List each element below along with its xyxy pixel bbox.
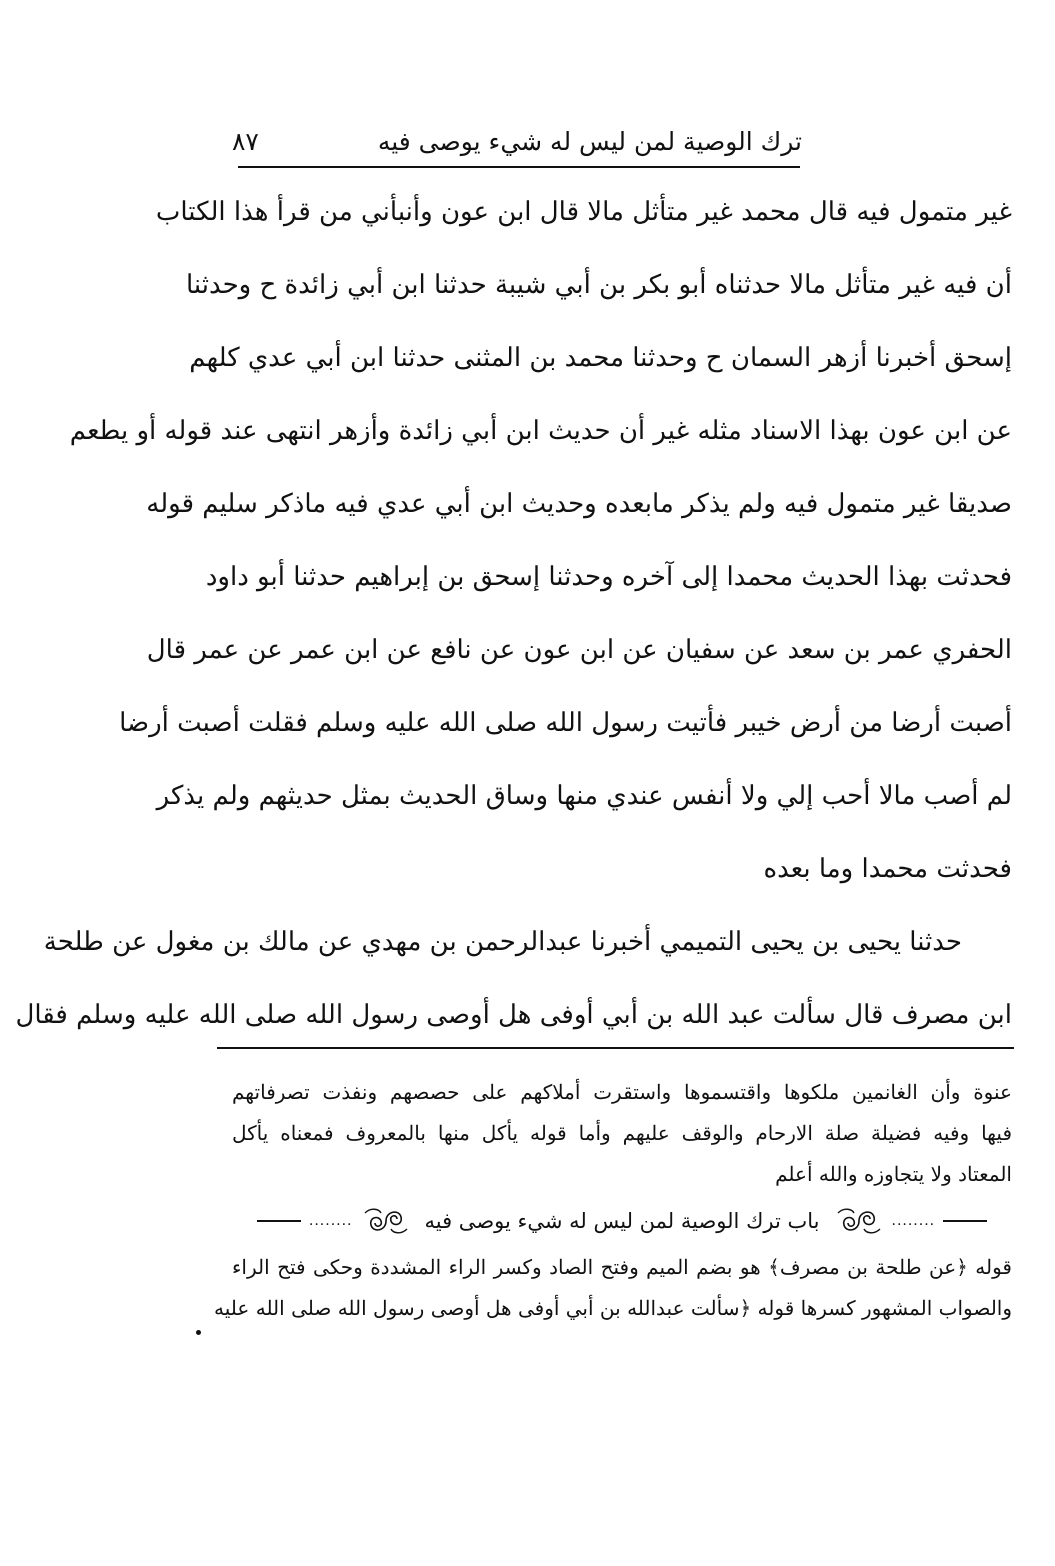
hadith-line: غير متمول فيه قال محمد غير متأثل مالا قال ابن عون وأنبأني من قرأ هذا الكتاب xyxy=(155,197,1012,227)
heading-dots: ........ xyxy=(891,1213,936,1229)
commentary-line: قوله ﴿عن طلحة بن مصرف﴾ هو بضم الميم وفتح الصاد وكسر الراء المشددة وحكى فتح الراء xyxy=(232,1255,1012,1279)
header-title: ترك الوصية لمن ليس له شيء يوصى فيه xyxy=(377,127,802,156)
commentary-line: المعتاد ولا يتجاوزه والله أعلم xyxy=(775,1162,1012,1186)
heading-dots: ........ xyxy=(308,1213,353,1229)
hadith-line: عن ابن عون بهذا الاسناد مثله غير أن حديث ابن أبي زائدة وأزهر انتهى عند قوله أو يطعم xyxy=(69,416,1012,446)
hadith-line: الحفري عمر بن سعد عن سفيان عن ابن عون عن نافع عن ابن عمر عن عمر قال xyxy=(146,635,1012,665)
heading-rule-left xyxy=(257,1220,301,1222)
hadith-line: لم أصب مالا أحب إلي ولا أنفس عندي منها وساق الحديث بمثل حديثهم ولم يذكر xyxy=(156,781,1012,811)
hadith-line: ابن مصرف قال سألت عبد الله بن أبي أوفى هل أوصى رسول الله صلى الله عليه وسلم فقال xyxy=(15,1000,1012,1030)
hadith-line: فحدثت بهذا الحديث محمدا إلى آخره وحدثنا إسحق بن إبراهيم حدثنا أبو داود xyxy=(205,562,1012,592)
page-number: ٨٧ xyxy=(232,127,259,156)
chapter-heading xyxy=(232,1195,1012,1247)
ornament-left-icon xyxy=(361,1201,411,1241)
hadith-line: صديقا غير متمول فيه ولم يذكر مابعده وحديث ابن أبي عدي فيه ماذكر سليم قوله xyxy=(146,489,1012,519)
margin-mark xyxy=(196,1330,201,1335)
hadith-line: أصبت أرضا من أرض خيبر فأتيت رسول الله صلى الله عليه وسلم فقلت أصبت أرضا xyxy=(119,708,1012,738)
hadith-text xyxy=(15,176,1012,1052)
ornament-right-icon xyxy=(834,1201,884,1241)
hadith-line: إسحق أخبرنا أزهر السمان ح وحدثنا محمد بن المثنى حدثنا ابن أبي عدي كلهم xyxy=(189,343,1012,373)
commentary-line: فيها وفيه فضيلة صلة الارحام والوقف عليهم وأما قوله يأكل منها بالمعروف فمعناه يأكل xyxy=(232,1121,1012,1145)
hadith-line: فحدثت محمدا وما بعده xyxy=(763,854,1012,884)
hadith-line: حدثنا يحيى بن يحيى التميمي أخبرنا عبدالرحمن بن مهدي عن مالك بن مغول عن طلحة xyxy=(43,927,962,957)
commentary-line: والصواب المشهور كسرها قوله ﴿سألت عبدالله بن أبي أوفى هل أوصى رسول الله صلى الله عليه xyxy=(214,1296,1012,1320)
commentary-rule xyxy=(217,1047,1014,1049)
running-header xyxy=(232,122,802,162)
commentary-text xyxy=(214,1072,1012,1329)
commentary-line: عنوة وأن الغانمين ملكوها واقتسموها واستقرت أملاكهم على حصصهم ونفذت تصرفاتهم xyxy=(232,1080,1012,1104)
header-rule xyxy=(238,166,800,168)
chapter-title: باب ترك الوصية لمن ليس له شيء يوصى فيه xyxy=(424,1209,820,1233)
hadith-line: أن فيه غير متأثل مالا حدثناه أبو بكر بن أبي شيبة حدثنا ابن أبي زائدة ح وحدثنا xyxy=(185,270,1012,300)
heading-rule-right xyxy=(943,1220,987,1222)
